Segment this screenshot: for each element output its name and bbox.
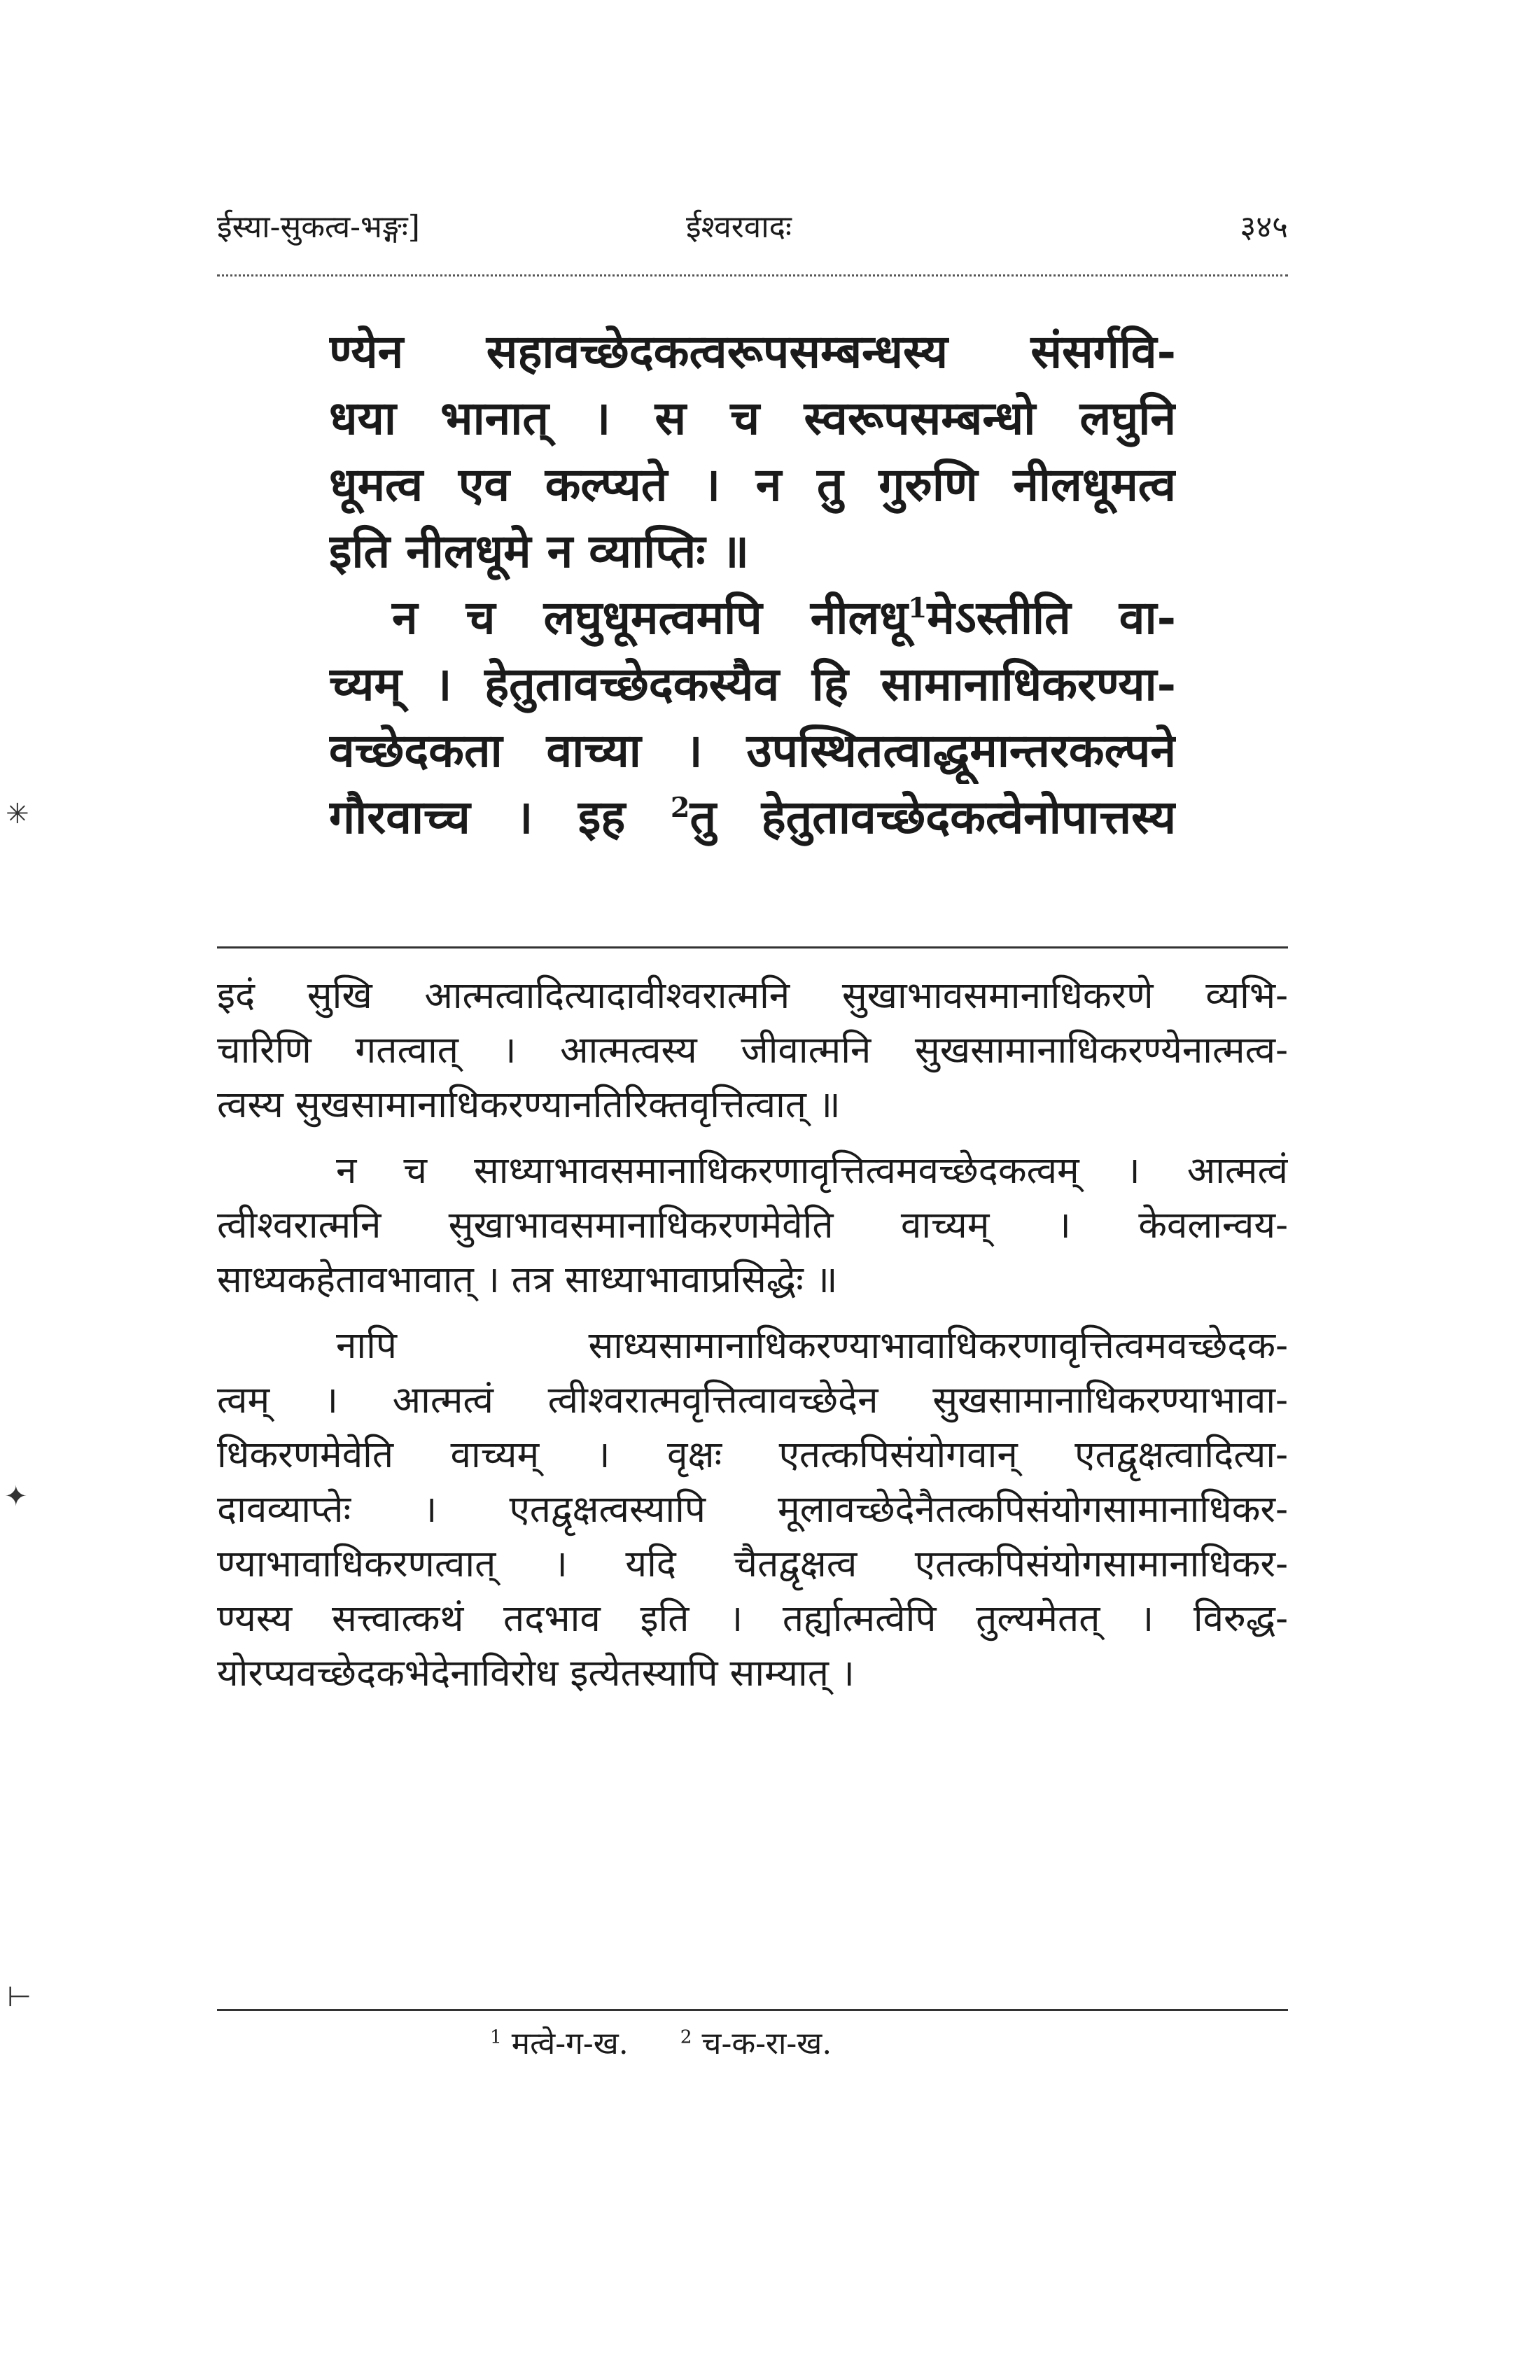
main-line-part: तु हेतुतावच्छेदकत्वेनोपात्तस्य [690,790,1176,844]
commentary-line: त्वस्य सुखसामानाधिकरण्यानतिरिक्तवृत्तित्वात् ॥ [217,1084,841,1126]
commentary-line: नापि साध्यसामानाधिकरण्याभावाधिकरणावृत्तित्वमवच्छेदक- [336,1324,1288,1367]
commentary-line: त्वम् । आत्मत्वं त्वीश्वरात्मवृत्तित्वावच्छेदेन सुखसामानाधिकरण्याभावा- [217,1379,1288,1422]
main-line: इति नीलधूमे न व्याप्तिः ॥ [329,524,750,578]
commentary-line: ण्यस्य सत्त्वात्कथं तदभाव इति । तर्ह्यात्मत्वेपि तुल्यमेतत् । विरुद्ध- [217,1597,1288,1640]
footnote [680,2026,832,2062]
footnote-mark: 1 [490,2026,502,2048]
section-title: ईस्या-सुकत्व-भङ्गः] [217,209,420,245]
footnote-rule [217,2009,1288,2011]
footnote-text: मत्वे-ग-ख. [511,2026,629,2062]
commentary-line: इदं सुखि आत्मत्वादित्यादावीश्वरात्मनि सुखाभावसमानाधिकरणे व्यभि- [217,974,1288,1017]
commentary-paragraph [217,969,1288,1133]
commentary-paragraph [217,1320,1288,1702]
main-line: धया भानात् । स च स्वरूपसम्बन्धो लघुनि [329,391,1176,445]
commentary-paragraph [217,1144,1288,1308]
header-rule [217,274,1288,276]
commentary-line: योरप्यवच्छेदकभेदेनाविरोध इत्येतस्यापि साम्यात् । [217,1652,855,1695]
binding-mark-icon: ⊢ [7,1981,31,2013]
main-line: च्यम् । हेतुतावच्छेदकस्यैव हि सामानाधिकरण्या- [329,657,1176,711]
running-header [217,203,1288,252]
binding-mark-icon: ✳ [6,798,29,830]
binding-mark-icon: ✦ [4,1480,28,1513]
main-line [329,784,1176,850]
main-line-part: मेऽस्तीति वा- [927,590,1176,645]
footnotes [490,2023,1120,2065]
main-line [329,584,1176,651]
commentary-line: साध्यकहेतावभावात् । तत्र साध्याभावाप्रसिद्धेः ॥ [217,1259,838,1301]
main-line: ण्येन सहावच्छेदकत्वरूपसम्बन्धस्य संसर्गवि- [329,324,1176,379]
commentary [217,969,1288,1713]
chapter-title: ईश्वरवादः [686,209,792,245]
page-number: ३४५ [1240,209,1288,245]
footnote-ref: 2 [670,792,690,824]
footnote-mark: 2 [680,2026,692,2048]
main-line: वच्छेदकता वाच्या । उपस्थितत्वाद्धूमान्तरकल्पने [329,723,1176,778]
footnote-ref: 1 [907,592,927,624]
main-text [329,318,1176,850]
commentary-line: चारिणि गतत्वात् । आत्मत्वस्य जीवात्मनि सुखसामानाधिकरण्येनात्मत्व- [217,1029,1288,1072]
footnote-text: च-क-रा-ख. [701,2026,832,2062]
footnote [490,2026,629,2062]
commentary-line: दावव्याप्तेः । एतद्वृक्षत्वस्यापि मूलावच्छेदेनैतत्कपिसंयोगसामानाधिकर- [217,1488,1288,1531]
commentary-line: ण्याभावाधिकरणत्वात् । यदि चैतद्वृक्षत्व एतत्कपिसंयोगसामानाधिकर- [217,1543,1288,1586]
main-line-part: न च लघुधूमत्वमपि नीलधू [392,590,908,645]
commentary-line: धिकरणमेवेति वाच्यम् । वृक्षः एतत्कपिसंयोगवान् एतद्वृक्षत्वादित्या- [217,1434,1288,1476]
text-commentary-rule [217,946,1288,948]
commentary-line: न च साध्याभावसमानाधिकरणावृत्तित्वमवच्छेदकत्वम् । आत्मत्वं [336,1149,1288,1192]
main-line: धूमत्व एव कल्प्यते । न तु गुरुणि नीलधूमत्व [329,457,1176,512]
commentary-line: त्वीश्वरात्मनि सुखाभावसमानाधिकरणमेवेति वाच्यम् । केवलान्वय- [217,1204,1288,1247]
main-line-part: गौरवाच्च । इह [329,790,626,844]
